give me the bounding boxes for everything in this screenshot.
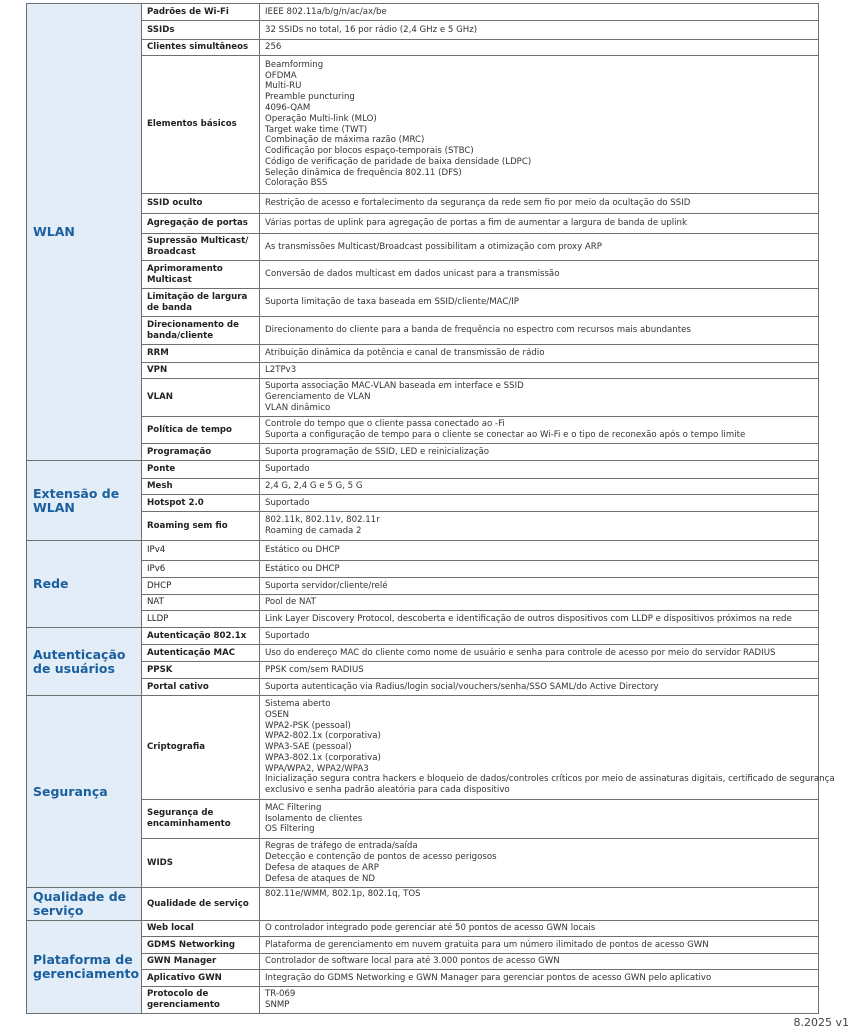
feature-value-line: Estático ou DHCP: [265, 545, 340, 556]
feature-value-line: TR-069: [265, 989, 296, 1000]
feature-label: Portal cativo: [142, 679, 260, 696]
feature-label: IPv6: [142, 561, 260, 578]
feature-value: [260, 317, 819, 345]
spec-row: [27, 379, 819, 417]
feature-label: VLAN: [142, 379, 260, 417]
feature-label: Qualidade de serviço: [142, 888, 260, 921]
feature-value-line: Suporta autenticação via Radius/login social/vouchers/senha/SSO SAML/do Active Directory: [265, 681, 659, 692]
feature-value-line: Isolamento de clientes: [265, 813, 363, 824]
feature-value-line: Suportado: [265, 630, 310, 641]
feature-value: [260, 289, 819, 317]
category-cell: [27, 4, 142, 461]
specifications-table: [26, 3, 835, 1014]
feature-value-line: WPA3-802.1x (corporativa): [265, 752, 381, 763]
feature-value-line: Conversão de dados multicast em dados unicast para a transmissão: [265, 269, 560, 280]
feature-label: GWN Manager: [142, 954, 260, 970]
spec-row: [27, 662, 819, 679]
category-label: Qualidade de serviço: [33, 889, 127, 918]
feature-value-line: OS Filtering: [265, 824, 315, 835]
feature-value-line: Integração do GDMS Networking e GWN Manager para gerenciar pontos de acesso GWN pelo aplicativo: [265, 972, 712, 983]
feature-value-line: Suporta limitação de taxa baseada em SSID/cliente/MAC/IP: [265, 297, 519, 308]
feature-value-line: 256: [265, 42, 282, 53]
feature-value-line: Várias portas de uplink para agregação de portas a fim de aumentar a largura de banda de uplink: [265, 218, 687, 229]
spec-row: [27, 628, 819, 645]
feature-value: [260, 954, 819, 970]
feature-value: [260, 921, 819, 937]
feature-value-line: WPA2-PSK (pessoal): [265, 720, 351, 731]
feature-value-line: 802.11e/WMM, 802.1p, 802.1q, TOS: [265, 889, 421, 899]
category-label: Rede: [33, 576, 69, 591]
category-label: Autenticação de usuários: [33, 646, 126, 676]
category-cell: [27, 888, 142, 921]
feature-value: [260, 628, 819, 645]
feature-value-line: Detecção e contenção de pontos de acesso perigosos: [265, 852, 497, 863]
feature-value-line: 32 SSIDs no total, 16 por rádio (2,4 GHz e 5 GHz): [265, 24, 478, 35]
feature-label: Política de tempo: [142, 417, 260, 444]
feature-value: [260, 4, 819, 21]
feature-value: [260, 800, 819, 839]
feature-value-line: As transmissões Multicast/Broadcast possibilitam a otimização com proxy ARP: [265, 241, 602, 252]
feature-value: [260, 611, 819, 628]
feature-value: [260, 578, 819, 595]
feature-value-line: MAC Filtering: [265, 802, 322, 813]
feature-value-line: PPSK com/sem RADIUS: [265, 664, 364, 675]
feature-value: [260, 214, 819, 234]
feature-value-line: L2TPv3: [265, 365, 297, 376]
spec-row: [27, 479, 819, 495]
feature-value-line: Link Layer Discovery Protocol, descoberta e identificação de outros dispositivos com LLDP e dispositivos próximos na rede: [265, 613, 792, 624]
feature-value: [260, 444, 819, 461]
feature-value-line: Target wake time (TWT): [265, 124, 368, 135]
feature-value-line: IEEE 802.11a/b/g/n/ac/ax/be: [265, 6, 387, 17]
feature-value-line: VLAN dinâmico: [265, 402, 331, 413]
feature-label: Padrões de Wi-Fi: [142, 4, 260, 21]
feature-label: Direcionamento de banda/cliente: [142, 317, 260, 345]
feature-value-line: Sistema aberto: [265, 698, 331, 709]
feature-value-line: [265, 900, 813, 911]
feature-value-line: O controlador integrado pode gerenciar até 50 pontos de acesso GWN locais: [265, 923, 596, 934]
feature-label: IPv4: [142, 541, 260, 561]
feature-value-line: Estático ou DHCP: [265, 563, 340, 574]
specifications-table-body: [27, 4, 835, 1014]
feature-label: Hotspot 2.0: [142, 495, 260, 512]
spec-row: [27, 839, 819, 888]
feature-value-line: Beamforming: [265, 59, 324, 70]
feature-value-line: 2,4 G, 2,4 G e 5 G, 5 G: [265, 481, 363, 492]
feature-value: [260, 234, 819, 261]
spec-row: [27, 512, 819, 541]
feature-label: GDMS Networking: [142, 937, 260, 954]
feature-value-line: Suporta associação MAC-VLAN baseada em interface e SSID: [265, 381, 524, 392]
feature-value-line: exclusivo e senha padrão aleatória para cada dispositivo: [265, 785, 510, 796]
feature-value-line: Suportado: [265, 464, 310, 475]
feature-value-line: Suportado: [265, 497, 310, 508]
spec-row: [27, 21, 819, 40]
category-cell: [27, 628, 142, 696]
feature-label: Roaming sem fio: [142, 512, 260, 541]
feature-value: [260, 21, 819, 40]
feature-value: [260, 970, 819, 987]
feature-value-line: WPA/WPA2, WPA2/WPA3: [265, 763, 369, 774]
spec-row: [27, 696, 819, 800]
feature-label: Aprimoramento Multicast: [142, 261, 260, 289]
feature-value-line: Seleção dinâmica de frequência 802.11 (DFS): [265, 167, 462, 178]
feature-value: [260, 696, 835, 800]
spec-row: [27, 495, 819, 512]
spec-row: [27, 317, 819, 345]
spec-row: [27, 921, 819, 937]
feature-value: [260, 541, 819, 561]
feature-value-line: Operação Multi-link (MLO): [265, 113, 377, 124]
feature-value: [260, 379, 819, 417]
feature-value-line: Suporta servidor/cliente/relé: [265, 580, 388, 591]
spec-row: [27, 611, 819, 628]
feature-value: [260, 261, 819, 289]
feature-label: NAT: [142, 595, 260, 611]
feature-value: [260, 561, 819, 578]
feature-value-line: Multi-RU: [265, 81, 302, 92]
feature-label: Limitação de largura de banda: [142, 289, 260, 317]
feature-value-line: WPA2-802.1x (corporativa): [265, 731, 381, 742]
feature-value-line: Combinação de máxima razão (MRC): [265, 135, 425, 146]
feature-label: PPSK: [142, 662, 260, 679]
feature-value-line: Pool de NAT: [265, 597, 316, 608]
feature-value-line: Suporta programação de SSID, LED e reinicialização: [265, 446, 490, 457]
feature-value: [260, 512, 819, 541]
feature-label: Aplicativo GWN: [142, 970, 260, 987]
spec-row: [27, 444, 819, 461]
category-label: WLAN: [33, 224, 75, 239]
feature-label: VPN: [142, 363, 260, 379]
feature-label: Clientes simultâneos: [142, 40, 260, 56]
spec-row: [27, 954, 819, 970]
category-label: Extensão de WLAN: [33, 485, 120, 515]
feature-value: [260, 495, 819, 512]
spec-row: [27, 363, 819, 379]
spec-row: [27, 4, 819, 21]
feature-value: [260, 645, 819, 662]
feature-value-line: 4096-QAM: [265, 102, 311, 113]
feature-value-line: Uso do endereço MAC do cliente como nome de usuário e senha para controle de acesso por meio do servidor RADIUS: [265, 647, 776, 658]
feature-label: Supressão Multicast/ Broadcast: [142, 234, 260, 261]
spec-row: [27, 578, 819, 595]
feature-value: [260, 987, 819, 1014]
feature-label: Elementos básicos: [142, 56, 260, 194]
feature-label: SSID oculto: [142, 194, 260, 214]
feature-value-line: Regras de tráfego de entrada/saída: [265, 841, 418, 852]
spec-row: [27, 800, 819, 839]
spec-row: [27, 417, 819, 444]
feature-value: [260, 56, 819, 194]
feature-value: [260, 937, 819, 954]
feature-value: [260, 662, 819, 679]
feature-value: [260, 345, 819, 363]
spec-row: [27, 40, 819, 56]
feature-value: [260, 461, 819, 479]
spec-row: [27, 595, 819, 611]
spec-row: [27, 561, 819, 578]
spec-row: [27, 289, 819, 317]
feature-value: [260, 595, 819, 611]
feature-value-line: 802.11k, 802.11v, 802.11r: [265, 515, 380, 526]
feature-value: [260, 363, 819, 379]
feature-label: Autenticação MAC: [142, 645, 260, 662]
feature-value: [260, 479, 819, 495]
category-cell: [27, 461, 142, 541]
spec-row: [27, 214, 819, 234]
feature-label: Protocolo de gerenciamento: [142, 987, 260, 1014]
feature-value: [260, 839, 819, 888]
feature-value: [260, 40, 819, 56]
feature-value-line: Código de verificação de paridade de baixa densidade (LDPC): [265, 156, 532, 167]
feature-value: [260, 194, 819, 214]
feature-value: [260, 417, 819, 444]
feature-label: Agregação de portas: [142, 214, 260, 234]
feature-label: Mesh: [142, 479, 260, 495]
feature-value-line: Direcionamento do cliente para a banda de frequência no espectro com recursos mais abundantes: [265, 325, 691, 336]
feature-value-line: WPA3-SAE (pessoal): [265, 742, 352, 753]
feature-value-line: Coloração BSS: [265, 178, 328, 189]
feature-label: Autenticação 802.1x: [142, 628, 260, 645]
feature-value: [260, 679, 819, 696]
feature-label: WIDS: [142, 839, 260, 888]
feature-value-line: Atribuição dinâmica da potência e canal de transmissão de rádio: [265, 348, 545, 359]
feature-value-line: Controle do tempo que o cliente passa conectado ao -Fi: [265, 419, 505, 430]
spec-row: [27, 461, 819, 479]
feature-value: [260, 888, 819, 921]
feature-value-line: OSEN: [265, 709, 290, 720]
feature-label: Web local: [142, 921, 260, 937]
feature-label: SSIDs: [142, 21, 260, 40]
category-label: Plataforma de gerenciamento: [33, 952, 140, 981]
spec-row: [27, 645, 819, 662]
spec-row: [27, 888, 819, 921]
spec-row: [27, 194, 819, 214]
feature-value-line: Plataforma de gerenciamento em nuvem gratuita para um número ilimitado de pontos de acesso GWN: [265, 939, 709, 950]
spec-row: [27, 56, 819, 194]
feature-value-line: Preamble puncturing: [265, 92, 355, 103]
spec-row: [27, 679, 819, 696]
category-cell: [27, 696, 142, 888]
spec-row: [27, 970, 819, 987]
feature-label: Programação: [142, 444, 260, 461]
category-cell: [27, 921, 142, 1014]
feature-value-line: Codificação por blocos espaço-temporais (STBC): [265, 146, 474, 157]
spec-row: [27, 987, 819, 1014]
feature-value-line: Restrição de acesso e fortalecimento da segurança da rede sem fio por meio da ocultação do SSID: [265, 198, 691, 209]
feature-label: LLDP: [142, 611, 260, 628]
spec-row: [27, 541, 819, 561]
feature-value-line: Gerenciamento de VLAN: [265, 392, 371, 403]
feature-value-line: Controlador de software local para até 3.000 pontos de acesso GWN: [265, 956, 560, 967]
category-cell: [27, 541, 142, 628]
feature-value-line: OFDMA: [265, 70, 297, 81]
feature-label: Criptografia: [142, 696, 260, 800]
feature-value-line: SNMP: [265, 1000, 290, 1010]
feature-label: Segurança de encaminhamento: [142, 800, 260, 839]
feature-value-line: Defesa de ataques de ARP: [265, 863, 379, 873]
feature-label: RRM: [142, 345, 260, 363]
feature-label: DHCP: [142, 578, 260, 595]
feature-value-line: Inicialização segura contra hackers e bloqueio de dados/controles críticos por meio de assinaturas digitais, certificado de segurança: [265, 774, 835, 785]
feature-label: Ponte: [142, 461, 260, 479]
spec-row: [27, 937, 819, 954]
spec-row: [27, 261, 819, 289]
spec-row: [27, 345, 819, 363]
category-label: Segurança: [33, 783, 108, 799]
feature-value-line: Roaming de camada 2: [265, 526, 362, 536]
feature-value-line: Suporta a configuração de tempo para o cliente se conectar ao Wi-Fi e o tipo de reconexão após o tempo limite: [265, 430, 746, 440]
spec-row: [27, 234, 819, 261]
feature-value-line: Defesa de ataques de ND: [265, 873, 375, 884]
document-version-footer: 8.2025 v1: [793, 1016, 849, 1029]
